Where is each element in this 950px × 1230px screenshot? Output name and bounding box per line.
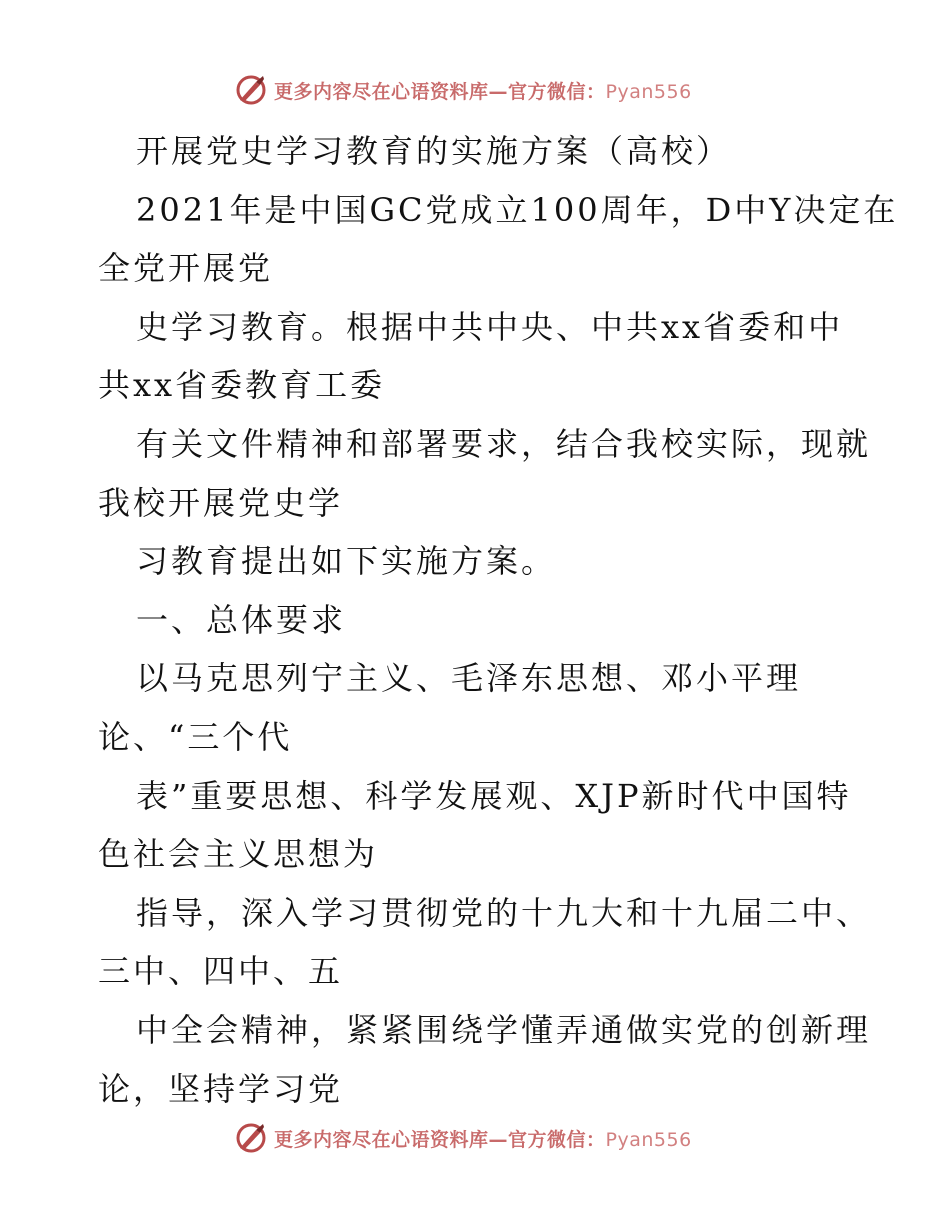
text-line: 有关文件精神和部署要求，结合我校实际，现就 xyxy=(136,424,872,463)
text-line: 论，坚持学习党 xyxy=(98,1069,344,1108)
document-body xyxy=(98,122,899,1118)
text-line: 以马克思列宁主义、毛泽东思想、邓小平理 xyxy=(136,659,802,698)
text-line: 习教育提出如下实施方案。 xyxy=(136,542,557,581)
watermark-label: 更多内容尽在心语资料库—官方微信： xyxy=(274,80,606,103)
text-line: 全党开展党 xyxy=(98,249,274,288)
text-line: 三中、四中、五 xyxy=(98,952,344,991)
header-watermark xyxy=(234,72,692,108)
text-line: 我校开展党史学 xyxy=(98,483,344,522)
text-line: 共xx省委教育工委 xyxy=(98,366,386,405)
text-line: 中全会精神，紧紧围绕学懂弄通做实党的创新理 xyxy=(136,1010,872,1049)
text-line: 开展党史学习教育的实施方案（高校） xyxy=(136,132,732,170)
text-line: 指导，深入学习贯彻党的十九大和十九届二中、 xyxy=(136,893,872,932)
watermark-handle: Pyan556 xyxy=(605,80,692,103)
quill-logo-icon xyxy=(234,73,268,107)
text-line: 一、总体要求 xyxy=(136,600,347,639)
watermark-text xyxy=(274,77,692,104)
watermark-text xyxy=(274,1125,692,1152)
watermark-label: 更多内容尽在心语资料库—官方微信： xyxy=(274,1128,606,1151)
watermark-handle: Pyan556 xyxy=(605,1128,692,1151)
text-line: 论、“三个代 xyxy=(98,717,293,756)
text-line: 表”重要思想、科学发展观、XJP新时代中国特 xyxy=(136,776,852,815)
text-line: 2021年是中国GC党成立100周年，D中Y决定在 xyxy=(136,190,899,229)
text-line: 史学习教育。根据中共中央、中共xx省委和中 xyxy=(136,307,844,346)
text-line: 色社会主义思想为 xyxy=(98,835,379,874)
quill-logo-icon xyxy=(234,1121,268,1155)
footer-watermark xyxy=(234,1120,692,1156)
